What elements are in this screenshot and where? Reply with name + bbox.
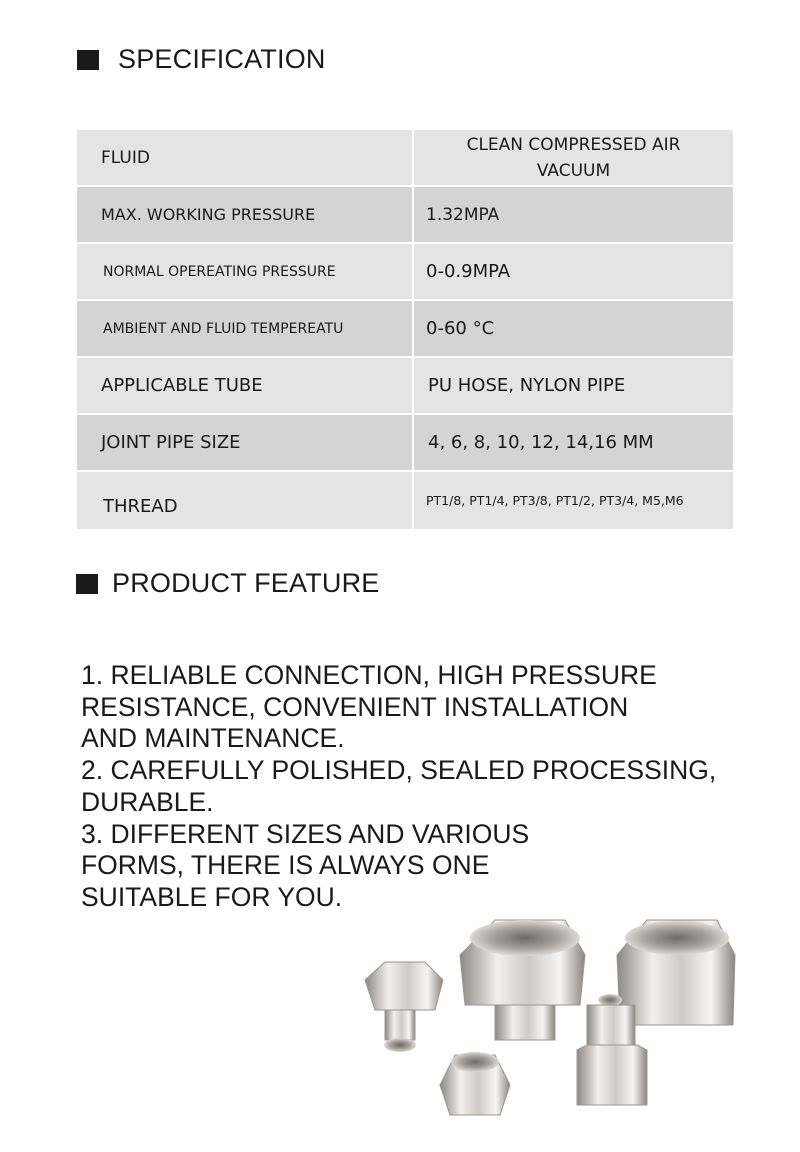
table-row [77,244,733,301]
table-row [77,358,733,415]
spec-value [414,130,733,185]
spec-label: MAX. WORKING PRESSURE [77,187,414,242]
table-row [77,130,733,187]
table-row [77,301,733,358]
table-row [77,472,733,529]
feature-line: 2. CAREFULLY POLISHED, SEALED PROCESSING, [81,755,717,786]
spec-value: 4, 6, 8, 10, 12, 14,16 MM [428,432,654,453]
feature-line: FORMS, THERE IS ALWAYS ONE [81,850,490,881]
square-bullet-icon [77,50,99,70]
fitting-small-male [365,962,443,1052]
spec-label: FLUID [77,130,414,185]
feature-list [81,660,716,914]
square-bullet-icon [76,574,98,594]
feature-line: 1. RELIABLE CONNECTION, HIGH PRESSURE [81,660,657,690]
spec-label: NORMAL OPEREATING PRESSURE [77,244,414,299]
specification-title: SPECIFICATION [118,44,326,74]
table-row [77,415,733,472]
feature-line: RESISTANCE, CONVENIENT INSTALLATION [81,691,629,722]
product-photo [355,910,750,1140]
table-row [77,187,733,244]
spec-value: 1.32MPA [426,204,500,225]
product-feature-title: PRODUCT FEATURE [112,568,380,598]
spec-label: AMBIENT AND FLUID TEMPEREATU [77,301,414,356]
spec-label: APPLICABLE TUBE [77,358,414,413]
product-feature-heading [76,568,380,599]
spec-value-line: CLEAN COMPRESSED AIR [466,134,681,155]
feature-line: DURABLE. [81,786,214,817]
spec-value: 0-60 °C [426,318,495,339]
spec-value: 0-0.9MPA [426,261,511,282]
spec-label: JOINT PIPE SIZE [77,415,414,470]
spec-value: PT1/8, PT1/4, PT3/8, PT1/2, PT3/4, M5,M6 [426,493,684,508]
feature-line: 3. DIFFERENT SIZES AND VARIOUS [81,818,530,849]
specification-table [77,130,733,529]
specification-heading [77,44,326,75]
feature-line: SUITABLE FOR YOU. [81,881,343,912]
feature-line: AND MAINTENANCE. [81,723,345,754]
spec-value: PU HOSE, NYLON PIPE [428,375,626,396]
spec-label: THREAD [77,472,414,529]
spec-value-line: VACUUM [536,160,611,181]
